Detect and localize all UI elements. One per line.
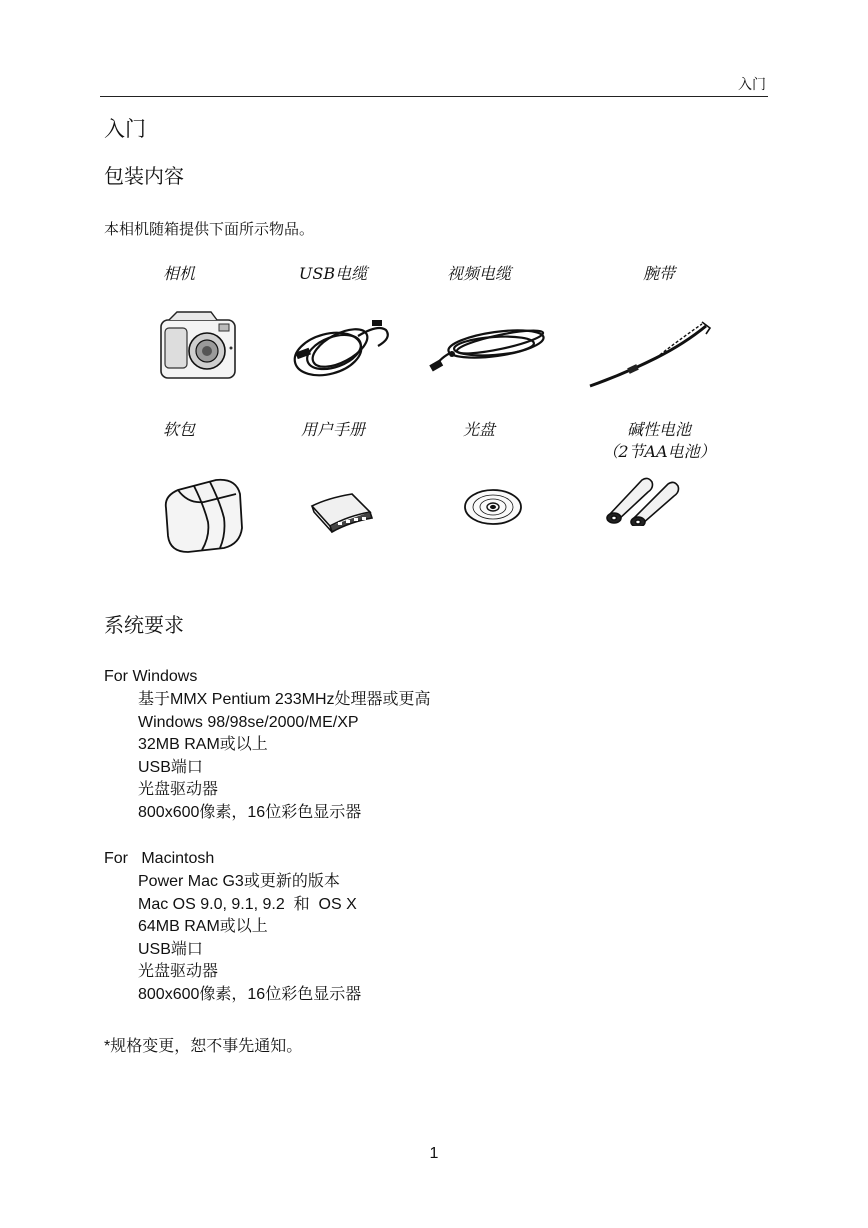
item-sublabel-batteries: （2节AA电池） — [602, 442, 716, 461]
wrist-strap-icon — [584, 320, 714, 392]
list-item: 64MB RAM或以上 — [138, 918, 268, 936]
list-item: 基于MMX Pentium 233MHz处理器或更高 — [138, 691, 431, 708]
intro-text: 本相机随箱提供下面所示物品。 — [104, 220, 315, 238]
section-heading-package-contents: 包装内容 — [104, 164, 184, 188]
macintosh-requirements-title: For Macintosh — [104, 850, 215, 867]
user-manual-icon — [308, 490, 376, 534]
section-heading-system-requirements: 系统要求 — [104, 613, 184, 637]
video-cable-icon — [428, 322, 553, 372]
page-title: 入门 — [104, 117, 146, 141]
list-item: Windows 98/98se/2000/ME/XP — [138, 713, 359, 731]
list-item: 光盘驱动器 — [138, 781, 219, 799]
batteries-icon — [590, 474, 690, 526]
item-label-soft-case: 软包 — [162, 420, 195, 439]
camera-icon — [155, 308, 240, 384]
list-item: 32MB RAM或以上 — [138, 736, 268, 754]
item-label-user-manual: 用户手册 — [300, 420, 365, 439]
page-number: 1 — [429, 1145, 439, 1162]
list-item: USB端口 — [138, 758, 203, 776]
item-label-camera: 相机 — [162, 264, 195, 283]
item-label-usb-cable: USB电缆 — [298, 264, 368, 283]
list-item: USB端口 — [138, 940, 203, 958]
spec-change-note: *规格变更，恕不事先通知。 — [104, 1038, 303, 1055]
list-item: Mac OS 9.0, 9.1, 9.2 和 OS X — [138, 895, 357, 913]
list-item: Power Mac G3或更新的版本 — [138, 873, 340, 890]
windows-requirements-list — [138, 689, 431, 825]
soft-case-icon — [158, 474, 246, 554]
list-item: 800x600像素，16位彩色显示器 — [138, 985, 362, 1003]
list-item: 800x600像素，16位彩色显示器 — [138, 803, 362, 821]
cd-icon — [462, 486, 524, 528]
item-label-video-cable: 视频电缆 — [446, 264, 511, 283]
windows-requirements-title: For Windows — [104, 668, 198, 685]
running-header: 入门 — [738, 77, 766, 93]
item-label-wrist-strap: 腕带 — [642, 264, 675, 283]
item-label-batteries: 碱性电池 — [626, 420, 691, 439]
item-label-cd: 光盘 — [462, 420, 495, 439]
list-item: 光盘驱动器 — [138, 963, 219, 981]
macintosh-requirements-list — [138, 871, 361, 1007]
header-rule — [100, 96, 768, 97]
usb-cable-icon — [288, 316, 393, 382]
